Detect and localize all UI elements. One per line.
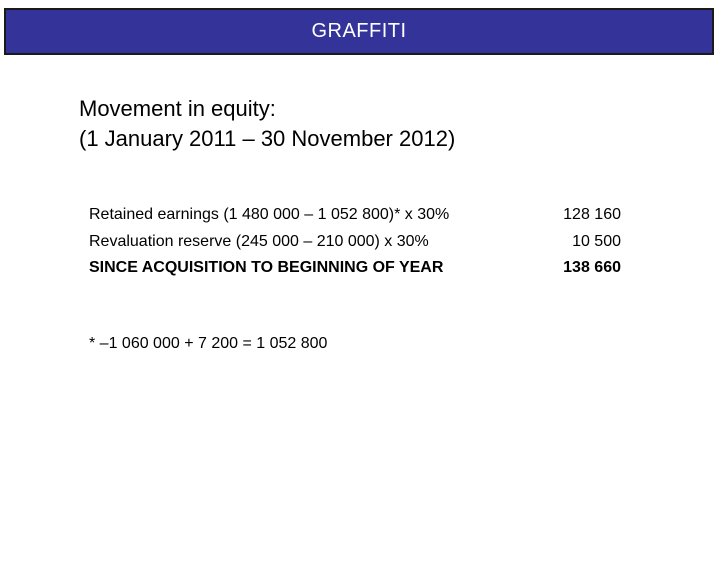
page-title: GRAFFITI — [311, 20, 407, 42]
table-row-retained-earnings — [89, 202, 629, 229]
footnote: * –1 060 000 + 7 200 = 1 052 800 — [89, 335, 328, 352]
row-value: 138 660 — [563, 259, 621, 276]
section-heading — [79, 94, 455, 154]
heading-line-2: (1 January 2011 – 30 November 2012) — [79, 126, 456, 151]
row-label: Retained earnings (1 480 000 – 1 052 800)* x 30% — [89, 206, 450, 223]
table-row-revaluation-reserve — [89, 229, 629, 256]
heading-line-1: Movement in equity: — [79, 96, 276, 121]
table-row-total — [89, 255, 629, 282]
row-value: 10 500 — [572, 232, 621, 250]
row-label: SINCE ACQUISITION TO BEGINNING OF YEAR — [89, 259, 444, 276]
row-label: Revaluation reserve (245 000 – 210 000) x 30% — [89, 232, 429, 250]
title-bar — [4, 8, 714, 55]
equity-table — [89, 202, 629, 282]
row-value: 128 160 — [563, 206, 621, 223]
